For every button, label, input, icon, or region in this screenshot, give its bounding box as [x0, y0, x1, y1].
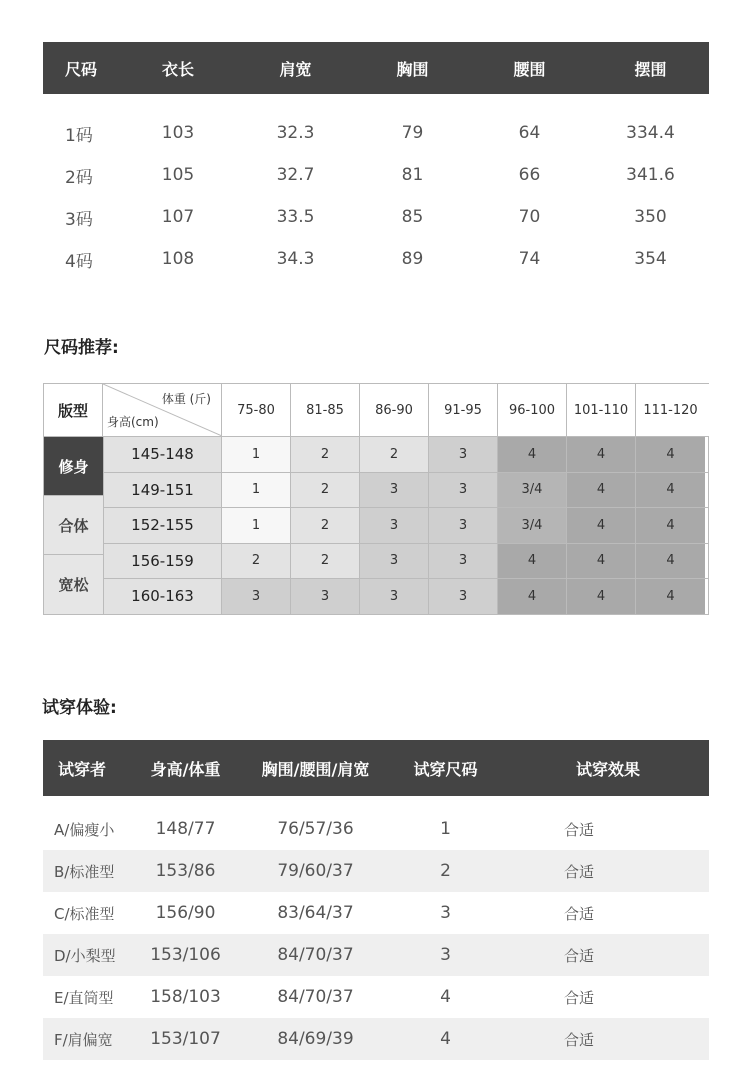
weight-col-4: 96-100: [498, 384, 567, 436]
tryon-cell: 合适: [564, 988, 595, 1007]
height-range-cell: 152-155: [103, 508, 222, 543]
size-chart-body: [43, 94, 709, 280]
header-waist: 腰围: [513, 59, 546, 79]
weight-col-5: 101-110: [567, 384, 636, 436]
recommended-size-cell: 3: [360, 579, 429, 614]
recommended-size-cell: 3: [429, 437, 498, 472]
type-header: 版型: [44, 384, 103, 436]
recommended-size-cell: 3: [222, 579, 291, 614]
height-range-cell: 160-163: [103, 579, 222, 614]
recommended-size-cell: 2: [291, 437, 360, 472]
tryon-cell: 84/70/37: [277, 945, 354, 965]
header-shoulder: 肩宽: [279, 59, 312, 79]
size-cell: 350: [634, 207, 667, 227]
recommended-size-cell: 3/4: [498, 473, 567, 508]
tryon-cell: 153/107: [150, 1029, 221, 1049]
size-recommend-grid: [43, 383, 709, 615]
header-height-weight: 身高/体重: [150, 759, 221, 779]
recommended-size-cell: 1: [222, 508, 291, 543]
header-hem: 摆围: [634, 59, 667, 79]
table-row: [43, 196, 709, 238]
header-length: 衣长: [161, 59, 194, 79]
recommended-size-cell: 4: [567, 544, 636, 579]
size-cell: 103: [161, 123, 195, 143]
recommended-size-cell: 4: [636, 579, 705, 614]
recommend-row: [103, 472, 708, 508]
tryon-cell: 2: [440, 861, 451, 881]
tryon-cell: 合适: [564, 946, 595, 965]
tryon-cell: E/直筒型: [54, 988, 114, 1007]
recommended-size-cell: 1: [222, 473, 291, 508]
tryon-cell: F/肩偏宽: [54, 1030, 113, 1049]
tryon-title: 试穿体验:: [42, 698, 117, 718]
table-row: [43, 934, 709, 976]
weight-col-1: 81-85: [291, 384, 360, 436]
header-size: 尺码: [65, 59, 98, 79]
size-cell: 32.3: [276, 123, 315, 143]
recommended-size-cell: 3: [429, 473, 498, 508]
tryon-cell: 1: [440, 819, 451, 839]
recommended-size-cell: 4: [567, 508, 636, 543]
table-row: [43, 850, 709, 892]
tryon-table: [43, 740, 709, 1060]
tryon-cell: 79/60/37: [277, 861, 354, 881]
weight-col-2: 86-90: [360, 384, 429, 436]
recommended-size-cell: 4: [567, 473, 636, 508]
tryon-cell: 合适: [564, 862, 595, 881]
size-cell: 2码: [65, 167, 93, 188]
recommended-size-cell: 4: [636, 544, 705, 579]
tryon-cell: 3: [440, 945, 451, 965]
table-row: [43, 808, 709, 850]
recommend-header: [44, 384, 710, 436]
tryon-cell: 156/90: [155, 903, 216, 923]
tryon-cell: 3: [440, 903, 451, 923]
recommended-size-cell: 4: [567, 437, 636, 472]
table-row: [43, 892, 709, 934]
tryon-cell: 4: [440, 987, 451, 1007]
recommended-size-cell: 3: [429, 508, 498, 543]
height-range-cell: 145-148: [103, 437, 222, 472]
table-row: [43, 1018, 709, 1060]
fit-type-loose: 宽松: [44, 554, 103, 614]
tryon-cell: 合适: [564, 904, 595, 923]
size-cell: 107: [161, 207, 195, 227]
tryon-cell: B/标准型: [54, 862, 115, 881]
size-cell: 32.7: [276, 165, 315, 185]
tryon-cell: 84/69/39: [277, 1029, 354, 1049]
size-cell: 74: [518, 249, 541, 269]
height-range-cell: 156-159: [103, 544, 222, 579]
size-cell: 64: [518, 123, 541, 143]
tryon-cell: A/偏瘦小: [54, 820, 115, 839]
recommended-size-cell: 4: [498, 544, 567, 579]
size-cell: 66: [518, 165, 541, 185]
size-cell: 1码: [65, 125, 93, 146]
tryon-cell: 153/86: [155, 861, 216, 881]
table-row: [43, 112, 709, 154]
recommended-size-cell: 1: [222, 437, 291, 472]
header-measurements: 胸围/腰围/肩宽: [261, 759, 370, 779]
recommended-size-cell: 4: [567, 579, 636, 614]
recommend-row: [103, 436, 708, 472]
weight-col-0: 75-80: [222, 384, 291, 436]
tryon-cell: 148/77: [155, 819, 216, 839]
recommend-body: [103, 436, 708, 614]
size-cell: 79: [401, 123, 424, 143]
recommended-size-cell: 2: [222, 544, 291, 579]
tryon-cell: 158/103: [150, 987, 221, 1007]
recommended-size-cell: 3: [360, 544, 429, 579]
tryon-header: [43, 740, 709, 796]
size-cell: 81: [401, 165, 424, 185]
tryon-cell: 84/70/37: [277, 987, 354, 1007]
height-range-cell: 149-151: [103, 473, 222, 508]
tryon-cell: 153/106: [150, 945, 221, 965]
recommend-row: [103, 507, 708, 543]
header-tried-size: 试穿尺码: [413, 759, 478, 779]
size-cell: 33.5: [276, 207, 315, 227]
size-cell: 70: [518, 207, 541, 227]
size-cell: 341.6: [626, 165, 675, 185]
recommended-size-cell: 4: [636, 437, 705, 472]
recommend-row: [103, 578, 708, 614]
weight-col-6: 111-120: [643, 402, 698, 418]
size-cell: 34.3: [276, 249, 315, 269]
tryon-cell: 合适: [564, 820, 595, 839]
recommended-size-cell: 3: [429, 544, 498, 579]
diagonal-header-cell: [103, 384, 222, 436]
header-tester: 试穿者: [58, 759, 107, 779]
recommended-size-cell: 2: [291, 508, 360, 543]
recommended-size-cell: 2: [291, 544, 360, 579]
size-cell: 334.4: [626, 123, 675, 143]
recommend-title: 尺码推荐:: [44, 338, 119, 358]
header-bust: 胸围: [396, 59, 429, 79]
weight-col-3: 91-95: [429, 384, 498, 436]
tryon-cell: 76/57/36: [277, 819, 354, 839]
size-cell: 89: [401, 249, 424, 269]
size-chart-table: [43, 42, 709, 280]
size-cell: 354: [634, 249, 667, 269]
recommended-size-cell: 3: [360, 473, 429, 508]
recommended-size-cell: 3/4: [498, 508, 567, 543]
tryon-cell: 83/64/37: [277, 903, 354, 923]
tryon-cell: 合适: [564, 1030, 595, 1049]
table-row: [43, 154, 709, 196]
weight-header: 体重 (斤): [161, 392, 211, 406]
header-fit-result: 试穿效果: [576, 759, 641, 779]
recommended-size-cell: 3: [291, 579, 360, 614]
recommended-size-cell: 4: [636, 473, 705, 508]
recommended-size-cell: 3: [429, 579, 498, 614]
recommended-size-cell: 2: [360, 437, 429, 472]
tryon-cell: D/小梨型: [54, 946, 116, 965]
tryon-cell: 4: [440, 1029, 451, 1049]
size-cell: 105: [161, 165, 195, 185]
height-header: 身高(cm): [107, 415, 159, 429]
recommended-size-cell: 4: [498, 579, 567, 614]
size-cell: 108: [161, 249, 195, 269]
fit-type-slim: 修身: [44, 436, 103, 495]
recommended-size-cell: 4: [636, 508, 705, 543]
tryon-cell: C/标准型: [54, 904, 115, 923]
size-cell: 3码: [65, 209, 93, 230]
recommended-size-cell: 4: [498, 437, 567, 472]
fit-type-column: [44, 436, 103, 614]
recommend-row: [103, 543, 708, 579]
recommended-size-cell: 3: [360, 508, 429, 543]
fit-type-regular: 合体: [44, 495, 103, 554]
recommended-size-cell: 2: [291, 473, 360, 508]
tryon-body: [43, 796, 709, 1060]
size-chart-header: [43, 42, 709, 94]
table-row: [43, 976, 709, 1018]
size-cell: 4码: [65, 251, 93, 272]
size-cell: 85: [401, 207, 424, 227]
table-row: [43, 238, 709, 280]
